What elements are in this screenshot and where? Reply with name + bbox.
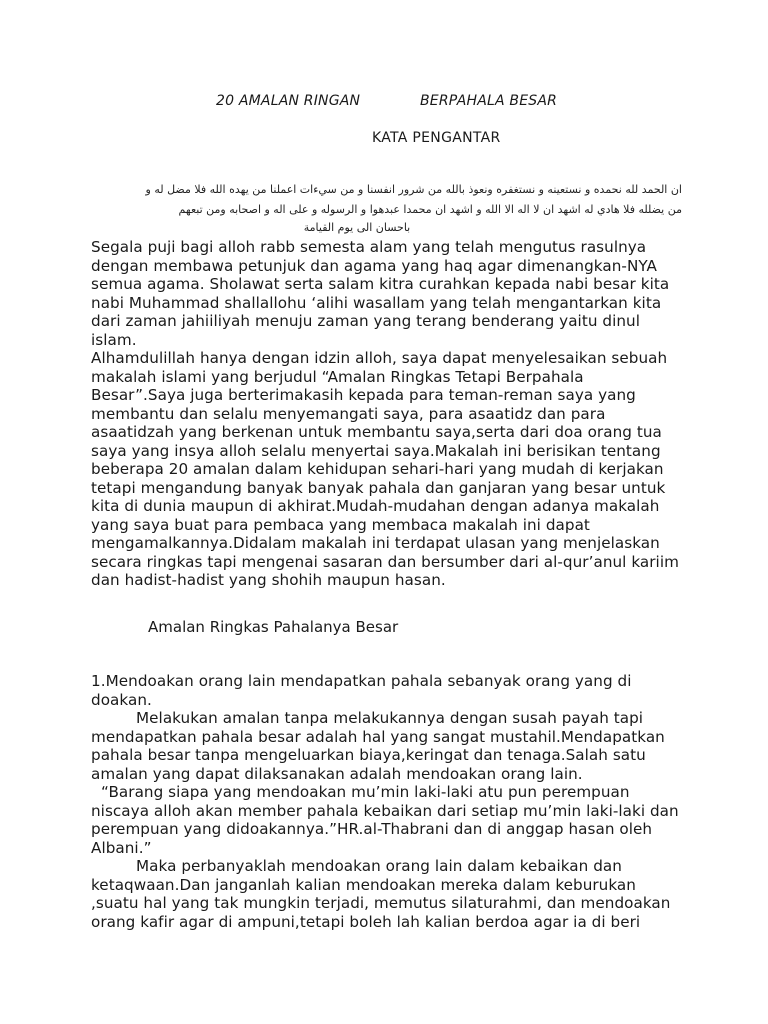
intro-section <box>91 238 681 590</box>
arabic-opening-line-1: ان الحمد لله نحمده و نستعينه و نستغفره ونعوذ بالله من شرور انفسنا و من سيءات اعملنا من يهده الله فلا مضل له و <box>145 183 682 196</box>
intro-paragraph: Alhamdulillah hanya dengan idzin alloh, saya dapat menyelesaikan sebuah makalah islami yang berjudul “Amalan Ringkas Tetapi Berpahala Besar”.Saya juga berterimakasih kepada para teman-reman saya yang membantu dan selalu menyemangati saya, para asaatidz dan para asaatidzah yang berkenan untuk membantu saya,serta dari doa orang tua saya yang insya alloh selalu menyertai saya.Makalah ini berisikan tentang beberapa 20 amalan dalam kehidupan sehari-hari yang mudah di kerjakan tetapi mengandung banyak banyak pahala dan ganjaran yang besar untuk kita di dunia maupun di akhirat.Mudah-mudahan dengan adanya makalah yang saya buat para pembaca yang membaca makalah ini dapat mengamalkannya.Didalam makalah ini terdapat ulasan yang menjelaskan secara ringkas tapi mengenai sasaran dan bersumber dari al-qur’anul kariim dan hadist-hadist yang shohih maupun hasan. <box>91 349 679 589</box>
point-heading: 1.Mendoakan orang lain mendapatkan pahala sebanyak orang yang di doakan. <box>91 672 632 709</box>
point-1-section <box>91 672 681 931</box>
arabic-opening-line-3: باحسان الى يوم القيامة <box>303 221 411 234</box>
intro-paragraph: Segala puji bagi alloh rabb semesta alam yang telah mengutus rasulnya dengan membawa petunjuk dan agama yang haq agar dimenangkan-NYA semua agama. Sholawat serta salam kitra curahkan kepada nabi besar kita nabi Muhammad shallallohu ‘alihi wasallam yang telah mengantarkan kita dari zaman jahiiliyah menuju zaman yang terang benderang yaitu dinul islam. <box>91 238 670 349</box>
title-part-1: 20 AMALAN RINGAN <box>216 93 361 109</box>
hadith-quote: “Barang siapa yang mendoakan mu’min laki-laki atu pun perempuan niscaya alloh akan member pahala kebaikan dari setiap mu’min laki-laki dan perempuan yang didoakannya.”HR.al-Thabrani dan di anggap hasan oleh Albani.” <box>91 783 679 857</box>
arabic-opening-line-2: من يضلله فلا هادي له اشهد ان لا اله الا الله و اشهد ان محمدا عبدهوا و الرسوله و على اله و اصحابه ومن تبعهم <box>178 203 682 216</box>
section-heading: Amalan Ringkas Pahalanya Besar <box>148 618 399 636</box>
section-title-kata-pengantar: KATA PENGANTAR <box>372 130 501 146</box>
point-paragraph: Maka perbanyaklah mendoakan orang lain dalam kebaikan dan ketaqwaan.Dan janganlah kalian mendoakan mereka dalam keburukan ,suatu hal yang tak mungkin terjadi, memutus silaturahmi, dan mendoakan orang kafir agar di ampuni,tetapi boleh lah kalian berdoa agar ia di beri <box>91 857 671 931</box>
title-part-2: BERPAHALA BESAR <box>420 93 558 109</box>
point-paragraph: Melakukan amalan tanpa melakukannya dengan susah payah tapi mendapatkan pahala besar adalah hal yang sangat mustahil.Mendapatkan pahala besar tanpa mengeluarkan biaya,keringat dan tenaga.Salah satu amalan yang dapat dilaksanakan adalah mendoakan orang lain. <box>91 709 665 783</box>
